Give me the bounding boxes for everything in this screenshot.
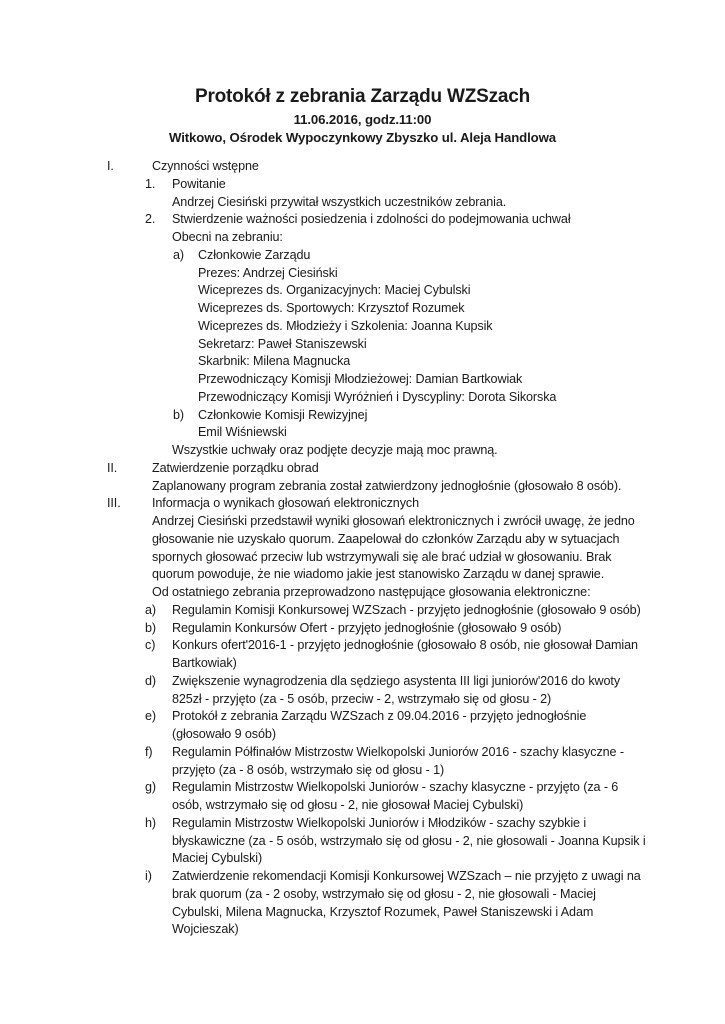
doc-line [0, 336, 725, 354]
line-text: (głosowało 9 osób) [172, 727, 276, 741]
doc-line [0, 762, 725, 780]
line-text: osób, wstrzymało się od głosu - 2, nie głosował Maciej Cybulski) [172, 798, 524, 812]
line-text: Zatwierdzenie rekomendacji Komisji Konkursowej WZSzach – nie przyjęto z uwagi na [172, 869, 641, 883]
doc-line [0, 566, 725, 584]
doc-line [0, 318, 725, 336]
list-marker: a) [173, 247, 184, 262]
line-text: Członkowie Zarządu [198, 247, 311, 262]
line-text: Konkurs ofert'2016-1 - przyjęto jednogłośnie (głosowało 8 osób, nie głosował Damian [172, 638, 638, 653]
line-text: Protokół z zebrania Zarządu WZSzach z 09.04.2016 - przyjęto jednogłośnie [172, 709, 587, 724]
doc-line [0, 353, 725, 371]
line-text: błyskawiczne (za - 5 osób, wstrzymało się od głosu - 2, nie głosowali - Joanna Kupsik i [172, 833, 646, 848]
doc-line [0, 620, 725, 638]
line-text: Zwiększenie wynagrodzenia dla sędziego asystenta III ligi juniorów'2016 do kwoty [172, 673, 621, 688]
line-text: Regulamin Komisji Konkursowej WZSzach - przyjęto jednogłośnie (głosowało 9 osób) [172, 602, 641, 617]
line-text: Regulamin Półfinałów Mistrzostw Wielkopolski Juniorów 2016 - szachy klasyczne - [172, 744, 624, 759]
doc-line-section-iii [0, 495, 725, 513]
list-marker: III. [107, 496, 121, 511]
list-marker: b) [173, 407, 184, 422]
line-text: Wiceprezes ds. Organizacyjnych: Maciej Cybulski [198, 283, 471, 298]
line-text: Cybulski, Milena Magnucka, Krzysztof Rozumek, Paweł Staniszewski i Adam [172, 904, 594, 919]
line-text: Od ostatniego zebrania przeprowadzono następujące głosowania elektroniczne: [152, 585, 591, 599]
line-text: Zaplanowany program zebrania został zatwierdzony jednogłośnie (głosowało 8 osób). [152, 478, 622, 493]
list-marker: 2. [145, 212, 156, 227]
doc-line [0, 247, 725, 265]
line-text: Prezes: Andrzej Ciesiński [198, 265, 338, 280]
doc-line [0, 779, 725, 797]
line-text: Informacja o wynikach głosowań elektronicznych [152, 496, 419, 511]
doc-line [0, 229, 725, 247]
line-text: Stwierdzenie ważności posiedzenia i zdolności do podejmowania uchwał [172, 212, 571, 227]
doc-line [0, 691, 725, 709]
list-marker: c) [145, 638, 156, 653]
doc-line [0, 584, 725, 602]
line-text: Sekretarz: Paweł Staniszewski [198, 336, 367, 351]
doc-line [0, 868, 725, 886]
doc-line [0, 815, 725, 833]
list-marker: II. [107, 460, 118, 475]
doc-line [0, 886, 725, 904]
doc-line-section-ii [0, 460, 725, 478]
line-text: Andrzej Ciesiński przedstawił wyniki głosowań elektronicznych i zwrócił uwagę, że jedno [152, 514, 635, 528]
list-marker: I. [107, 159, 114, 173]
line-text: spornych głosować przeciw lub wstrzymywali się ale brać udział w głosowaniu. Brak [152, 549, 612, 564]
doc-line [0, 655, 725, 673]
doc-line [0, 921, 725, 939]
line-text: Wiceprezes ds. Sportowych: Krzysztof Rozumek [198, 301, 465, 315]
line-text: Zatwierdzenie porządku obrad [152, 460, 319, 475]
doc-line [0, 549, 725, 567]
list-marker: b) [145, 620, 156, 635]
line-text: Wojcieszak) [172, 922, 239, 937]
line-text: Maciej Cybulski) [172, 851, 263, 866]
doc-line [0, 833, 725, 851]
line-text: Przewodniczący Komisji Wyróżnień i Dyscypliny: Dorota Sikorska [198, 389, 557, 404]
line-text: Regulamin Mistrzostw Wielkopolski Juniorów i Młodzików - szachy szybkie i [172, 815, 587, 830]
list-marker: d) [145, 673, 156, 688]
line-text: 825zł - przyjęto (za - 5 osób, przeciw - 2, wstrzymało się od głosu - 2) [172, 691, 552, 706]
line-text: quorum powoduje, że nie wiadomo jakie jest stanowisko Zarządu w danej sprawie. [152, 567, 605, 582]
doc-line [0, 300, 725, 318]
line-text: Obecni na zebraniu: [172, 230, 283, 244]
doc-line [0, 531, 725, 549]
doc-line [0, 744, 725, 762]
doc-line [0, 424, 725, 442]
line-text: Regulamin Konkursów Ofert - przyjęto jednogłośnie (głosowało 9 osób) [172, 620, 562, 635]
doc-line [0, 389, 725, 407]
list-marker: g) [145, 780, 156, 795]
list-marker: f) [145, 744, 153, 759]
line-text: Czynności wstępne [152, 159, 259, 173]
doc-line [0, 176, 725, 194]
doc-line [0, 265, 725, 283]
doc-line [0, 673, 725, 691]
doc-line [0, 371, 725, 389]
line-text: Skarbnik: Milena Magnucka [198, 354, 351, 369]
doc-line [0, 602, 725, 620]
doc-line [0, 850, 725, 868]
meeting-location: Witkowo, Ośrodek Wypoczynkowy Zbyszko ul. Aleja Handlowa [168, 130, 557, 145]
line-text: Wiceprezes ds. Młodzieży i Szkolenia: Joanna Kupsik [198, 318, 493, 333]
line-text: Powitanie [172, 176, 226, 191]
list-marker: i) [145, 869, 152, 883]
doc-line [0, 904, 725, 922]
line-text: Emil Wiśniewski [198, 425, 287, 440]
list-marker: e) [145, 709, 156, 724]
document-body [0, 158, 725, 939]
doc-line [0, 442, 725, 460]
doc-line [0, 407, 725, 425]
line-text: Wszystkie uchwały oraz podjęte decyzje mają moc prawną. [172, 443, 498, 457]
line-text: Regulamin Mistrzostw Wielkopolski Juniorów - szachy klasyczne - przyjęto (za - 6 [172, 780, 619, 795]
doc-line [0, 478, 725, 496]
doc-line [0, 194, 725, 212]
doc-line-section-i [0, 158, 725, 176]
doc-line [0, 726, 725, 744]
page-title: Protokół z zebrania Zarządu WZSzach [194, 86, 531, 107]
line-text: Członkowie Komisji Rewizyjnej [198, 407, 368, 422]
line-text: brak quorum (za - 2 osoby, wstrzymało się od głosu - 2, nie głosowali - Maciej [172, 886, 596, 901]
doc-line [0, 708, 725, 726]
doc-line [0, 637, 725, 655]
list-marker: a) [145, 602, 156, 617]
doc-line [0, 282, 725, 300]
line-text: głosowanie nie uzyskało quorum. Zaapelował do członków Zarządu aby w sytuacjach [152, 531, 620, 546]
list-marker: 1. [145, 176, 156, 191]
line-text: Bartkowiak) [172, 656, 237, 670]
line-text: Przewodniczący Komisji Młodzieżowej: Damian Bartkowiak [198, 372, 523, 386]
list-marker: h) [145, 815, 156, 830]
line-text: przyjęto (za - 8 osób, wstrzymało się od głosu - 1) [172, 762, 445, 777]
doc-line [0, 797, 725, 815]
doc-line [0, 211, 725, 229]
doc-line [0, 513, 725, 531]
meeting-datetime: 11.06.2016, godz.11:00 [293, 112, 432, 127]
line-text: Andrzej Ciesiński przywitał wszystkich uczestników zebrania. [172, 194, 507, 209]
